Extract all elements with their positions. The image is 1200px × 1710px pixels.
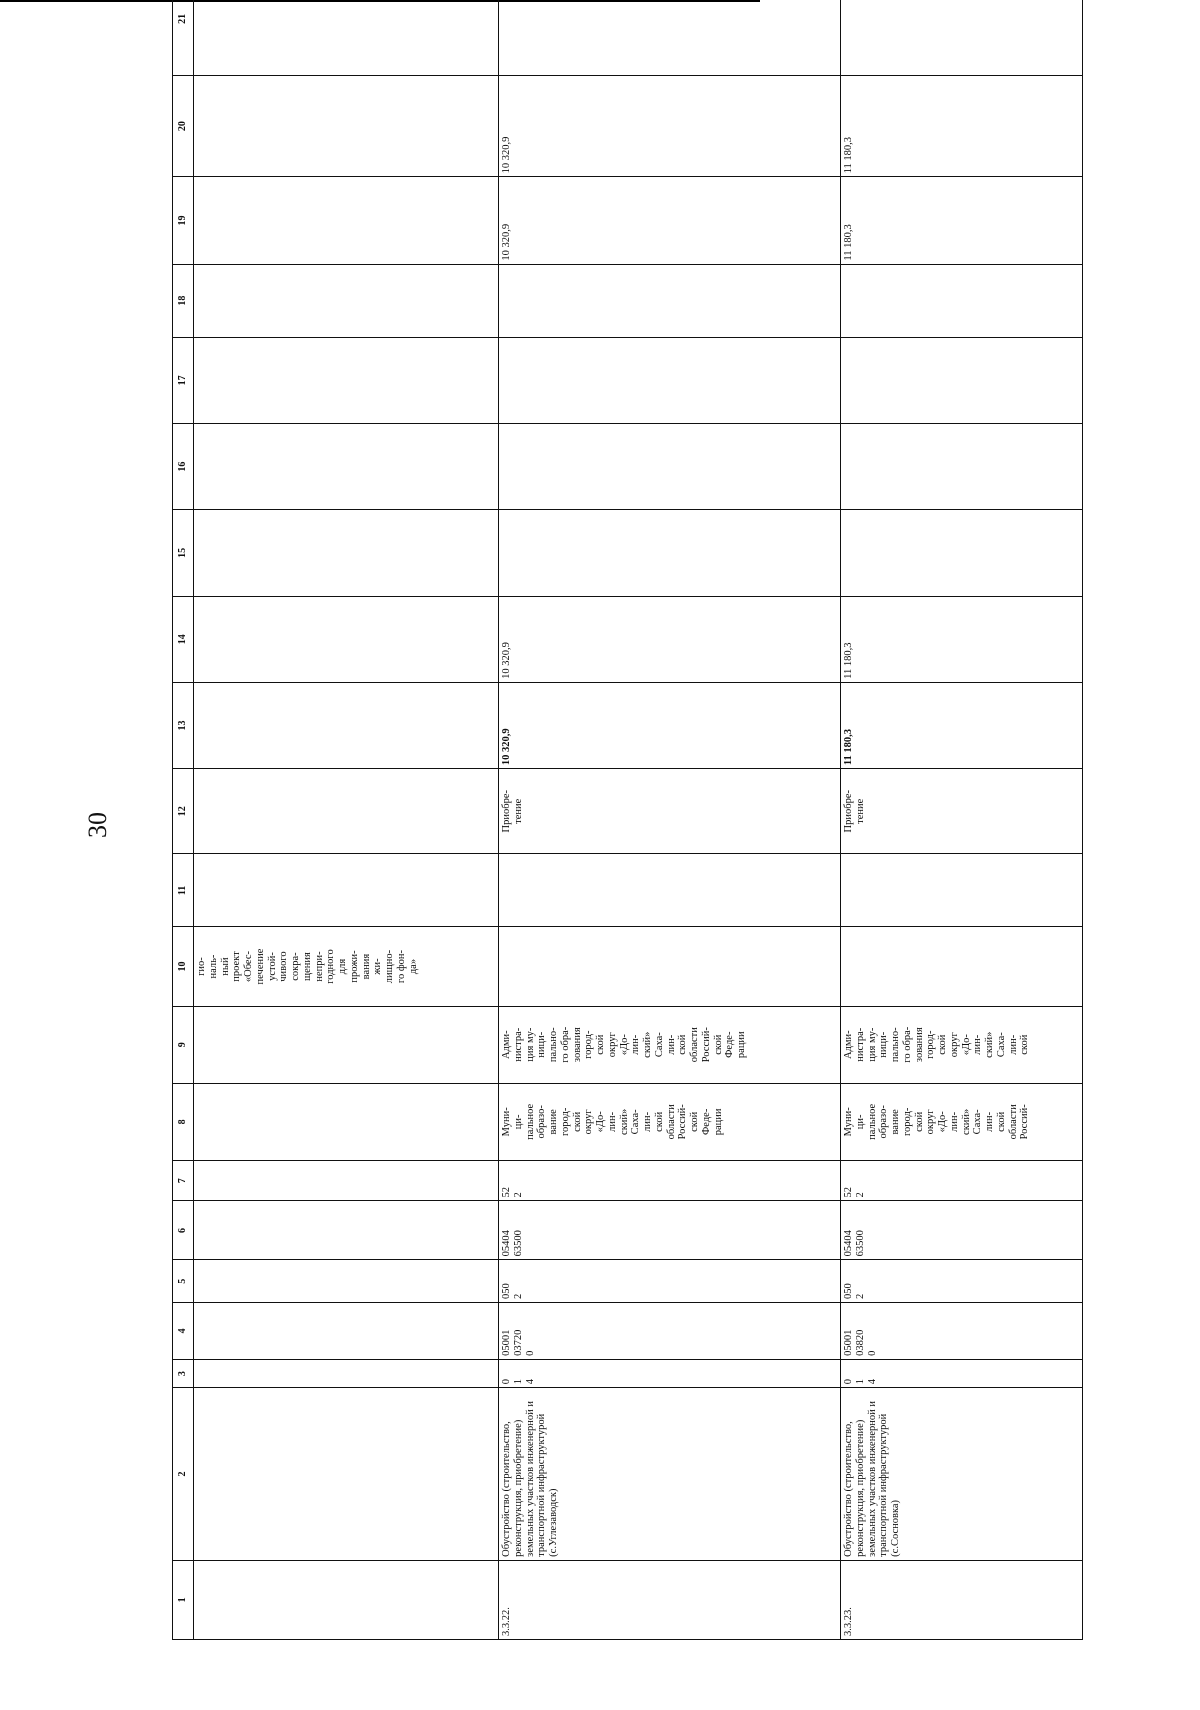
- cell-col20: 11 180,3: [841, 75, 1083, 177]
- cell-col17: [499, 337, 841, 423]
- cell-col7: 52 2: [841, 1160, 1083, 1201]
- cell-col8: Муни- ци- пальное образо- вание город- ской округ «До- лин- ский» Саха- лин- ской области Россий-: [841, 1083, 1083, 1160]
- cell-col19: 11 180,3: [841, 177, 1083, 264]
- cell-col12: Приобре- тение: [841, 769, 1083, 854]
- table-row: [499, 0, 841, 1640]
- page-number: 30: [83, 812, 112, 838]
- cell-col7: 52 2: [499, 1160, 841, 1201]
- row-name: Обустройство (строительство, реконструкция, приобретение) земельных участков инженерной и транспортной инфраструктурой (с.Сосновка): [841, 1388, 1083, 1561]
- cell-col21: [841, 0, 1083, 75]
- column-number: 2: [173, 1388, 194, 1561]
- cell-col8: Муни- ци- пальное образо- вание город- ской округ «До- лин- ский» Саха- лин- ской области Россий- ской Феде- рации: [499, 1083, 841, 1160]
- cell-col4: 05001 03720 0: [499, 1303, 841, 1360]
- cell-col14: 10 320,9: [499, 596, 841, 682]
- column-number: 10: [173, 927, 194, 1006]
- cell-col6: 05404 63500: [841, 1201, 1083, 1260]
- cell-col18: [841, 264, 1083, 337]
- cell-col19: 10 320,9: [499, 177, 841, 264]
- continuation-row: [194, 0, 499, 1640]
- cell-col10: [841, 927, 1083, 1006]
- row-name: Обустройство (строительство, реконструкция, приобретение) земельных участков инженерной и транспортной инфраструктурой (с.Углезаводск): [499, 1388, 841, 1561]
- column-number: 19: [173, 177, 194, 264]
- column-number: 21: [173, 0, 194, 75]
- cell-col12: Приобре- тение: [499, 769, 841, 854]
- cell-col16: [841, 423, 1083, 509]
- column-number: 15: [173, 510, 194, 596]
- cell-col9: Адми- нистра- ция му- ници- пально- го обра- зования город- ской округ «До- лин- ский» Саха- лин- ской области Россий- ской Феде- рации: [499, 1006, 841, 1083]
- column-number: 13: [173, 682, 194, 768]
- cell-col20: 10 320,9: [499, 75, 841, 177]
- cell-col15: [499, 510, 841, 596]
- project-name-continuation: гио- наль- ный проект «Обес- печение устой- чивого сокра- щения непри- годного для прожи- вания жи- лищно- го фон- да»: [194, 927, 499, 1006]
- budget-table: [172, 0, 1083, 1640]
- cell-col17: [841, 337, 1083, 423]
- row-number: 3.3.22.: [499, 1560, 841, 1639]
- cell-col18: [499, 264, 841, 337]
- row-number: 3.3.23.: [841, 1560, 1083, 1639]
- cell-col5: 050 2: [499, 1260, 841, 1303]
- cell-col6: 05404 63500: [499, 1201, 841, 1260]
- column-number-row: [173, 0, 194, 1640]
- cell-col3: 0 1 4: [841, 1359, 1083, 1387]
- cell-col13: 10 320,9: [499, 682, 841, 768]
- column-number: 20: [173, 75, 194, 177]
- cell-col11: [499, 854, 841, 927]
- column-number: 17: [173, 337, 194, 423]
- cell-col4: 05001 03820 0: [841, 1303, 1083, 1360]
- table-row: [841, 0, 1083, 1640]
- column-number: 6: [173, 1201, 194, 1260]
- cell-col5: 050 2: [841, 1260, 1083, 1303]
- cell-col16: [499, 423, 841, 509]
- column-number: 12: [173, 769, 194, 854]
- column-number: 4: [173, 1303, 194, 1360]
- column-number: 1: [173, 1560, 194, 1639]
- cell-col14: 11 180,3: [841, 596, 1083, 682]
- cell-col9: Адми- нистра- ция му- ници- пально- го обра- зования город- ской округ «До- лин- ский» Саха- лин- ской: [841, 1006, 1083, 1083]
- column-number: 7: [173, 1160, 194, 1201]
- column-number: 5: [173, 1260, 194, 1303]
- cell-col11: [841, 854, 1083, 927]
- column-number: 14: [173, 596, 194, 682]
- column-number: 9: [173, 1006, 194, 1083]
- column-number: 8: [173, 1083, 194, 1160]
- cell-col3: 0 1 4: [499, 1359, 841, 1387]
- column-number: 16: [173, 423, 194, 509]
- cell-col13: 11 180,3: [841, 682, 1083, 768]
- cell-col15: [841, 510, 1083, 596]
- cell-col21: [499, 0, 841, 75]
- column-number: 18: [173, 264, 194, 337]
- rotated-page: [172, 0, 1092, 1640]
- column-number: 3: [173, 1359, 194, 1387]
- column-number: 11: [173, 854, 194, 927]
- cell-col10: [499, 927, 841, 1006]
